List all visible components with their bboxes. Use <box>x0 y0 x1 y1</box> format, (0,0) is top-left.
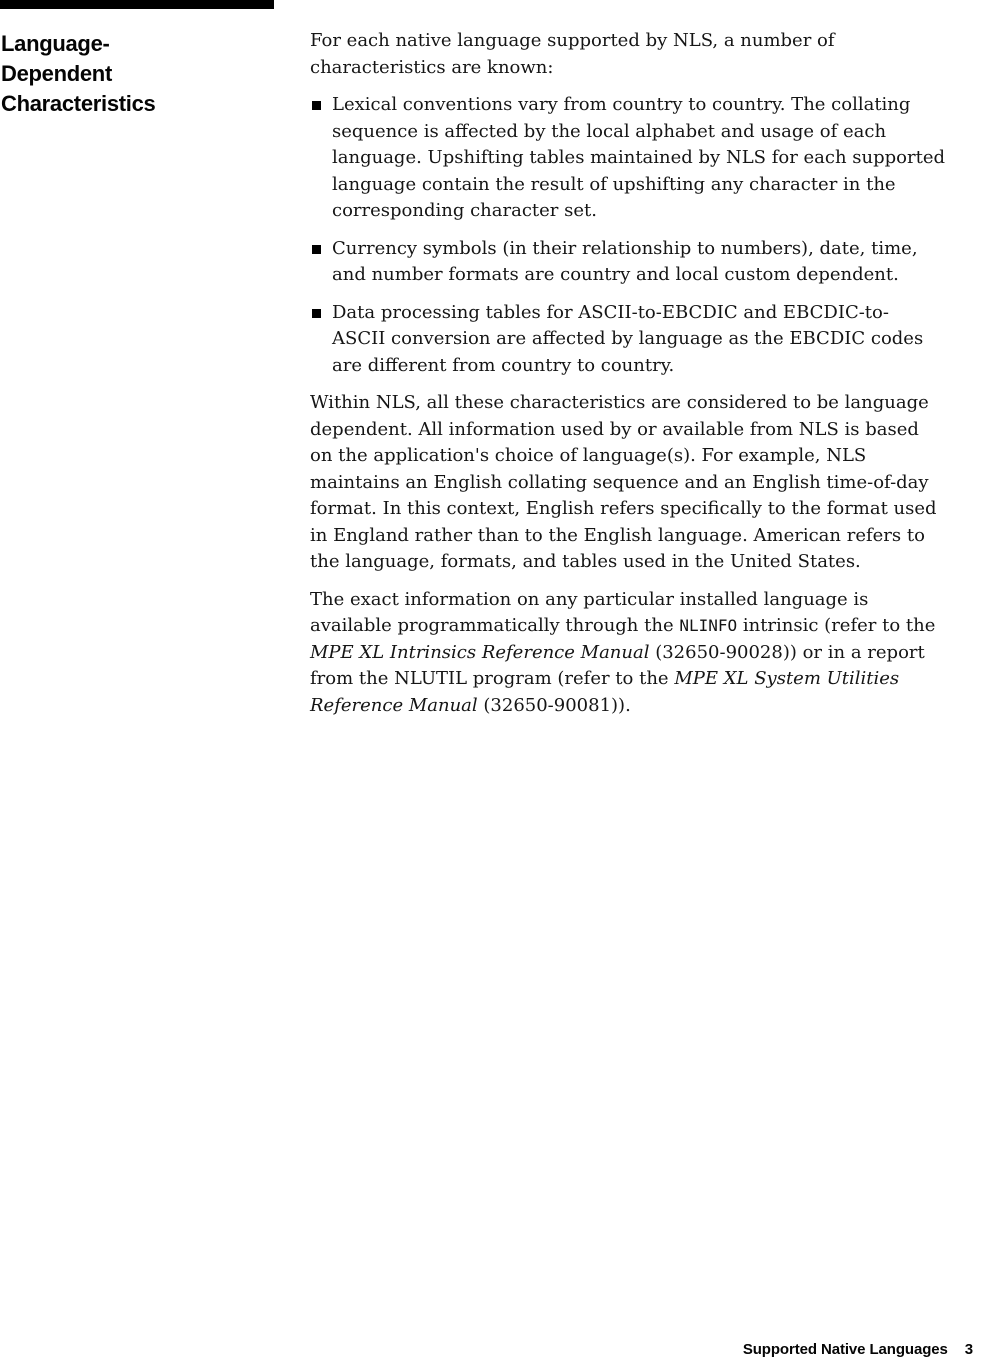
text-line <box>310 470 981 497</box>
bullet-square-icon <box>312 245 321 254</box>
text-run: the language, formats, and tables used in the United States. <box>310 551 861 572</box>
text-run: ASCII conversion are affected by language as the EBCDIC codes <box>332 328 924 349</box>
text-line <box>332 262 981 289</box>
bullet-square-icon <box>312 101 321 110</box>
text-line <box>332 353 981 380</box>
footer-page-number: 3 <box>964 1341 973 1358</box>
bullet-data-processing <box>310 300 981 380</box>
text-lines <box>310 587 981 720</box>
text-lines <box>332 300 981 380</box>
text-line <box>310 666 981 693</box>
text-run: from the NLUTIL program (refer to the <box>310 668 675 689</box>
text-run: (32650-90028)) or in a report <box>649 641 925 663</box>
text-line <box>310 587 981 614</box>
text-line <box>332 300 981 327</box>
text-run: Currency symbols (in their relationship to numbers), date, time, <box>332 237 918 259</box>
text-line <box>332 119 981 146</box>
text-line <box>332 326 981 353</box>
paragraph-within-nls <box>310 390 981 576</box>
text-run: Within NLS, all these characteristics are considered to be language <box>310 392 929 413</box>
text-line <box>310 443 981 470</box>
manual-title: Reference Manual <box>310 694 478 716</box>
paragraph-exact-information <box>310 587 981 720</box>
text-lines <box>310 390 981 576</box>
text-line <box>310 693 981 720</box>
text-line <box>310 523 981 550</box>
text-line <box>310 613 981 640</box>
bullet-lexical-conventions <box>310 92 981 225</box>
text-run: (32650-90081)). <box>477 694 631 716</box>
text-line <box>332 236 981 263</box>
text-run: language contain the result of upshifting any character in the <box>332 173 896 195</box>
intro-paragraph <box>310 28 981 81</box>
body-content <box>310 28 981 730</box>
text-line <box>332 92 981 119</box>
text-line <box>310 549 981 576</box>
text-run: corresponding character set. <box>332 200 597 221</box>
manual-title: MPE XL System Utilities <box>674 668 900 689</box>
section-heading-line: Language- <box>1 31 110 56</box>
section-heading <box>1 29 296 119</box>
text-run: maintains an English collating sequence and an English time-of-day <box>310 471 929 493</box>
text-run: For each native language supported by NLS, a number of <box>310 30 835 51</box>
text-line <box>310 390 981 417</box>
text-run: dependent. All information used by or available from NLS is based <box>310 418 919 440</box>
text-line <box>310 417 981 444</box>
text-line <box>310 55 981 82</box>
text-run: The exact information on any particular installed language is <box>310 588 869 610</box>
text-line <box>310 496 981 523</box>
bullet-currency-formats <box>310 236 981 289</box>
page-footer <box>743 1341 973 1358</box>
footer-section-title: Supported Native Languages <box>742 1341 948 1358</box>
text-run: are different from country to country. <box>332 354 675 376</box>
text-lines <box>310 28 981 81</box>
text-run: sequence is affected by the local alphabet and usage of each <box>332 120 887 142</box>
text-run: characteristics are known: <box>310 56 554 78</box>
bullet-square-icon <box>312 309 321 318</box>
text-run: format. In this context, English refers specifically to the format used <box>310 498 937 519</box>
text-lines <box>332 92 981 225</box>
text-line <box>332 198 981 225</box>
text-run: language. Upshifting tables maintained by NLS for each supported <box>332 147 946 168</box>
text-line <box>332 172 981 199</box>
text-line <box>310 28 981 55</box>
header-rule-bar <box>0 0 274 9</box>
text-line <box>310 640 981 667</box>
text-run: in England rather than to the English language. American refers to <box>310 524 925 546</box>
text-run: on the application's choice of language(s). For example, NLS <box>310 445 867 466</box>
text-run: and number formats are country and local custom dependent. <box>332 264 899 285</box>
text-run: intrinsic (refer to the <box>737 615 936 636</box>
text-line <box>332 145 981 172</box>
intrinsic-name: NLINFO <box>679 616 738 635</box>
text-run: available programmatically through the <box>310 615 680 636</box>
manual-title: MPE XL Intrinsics Reference Manual <box>310 641 650 663</box>
text-run: Data processing tables for ASCII-to-EBCDIC and EBCDIC-to- <box>332 301 889 323</box>
text-run: Lexical conventions vary from country to country. The collating <box>332 94 911 115</box>
section-heading-line: Characteristics <box>1 91 156 116</box>
text-lines <box>332 236 981 289</box>
section-heading-line: Dependent <box>1 61 112 86</box>
